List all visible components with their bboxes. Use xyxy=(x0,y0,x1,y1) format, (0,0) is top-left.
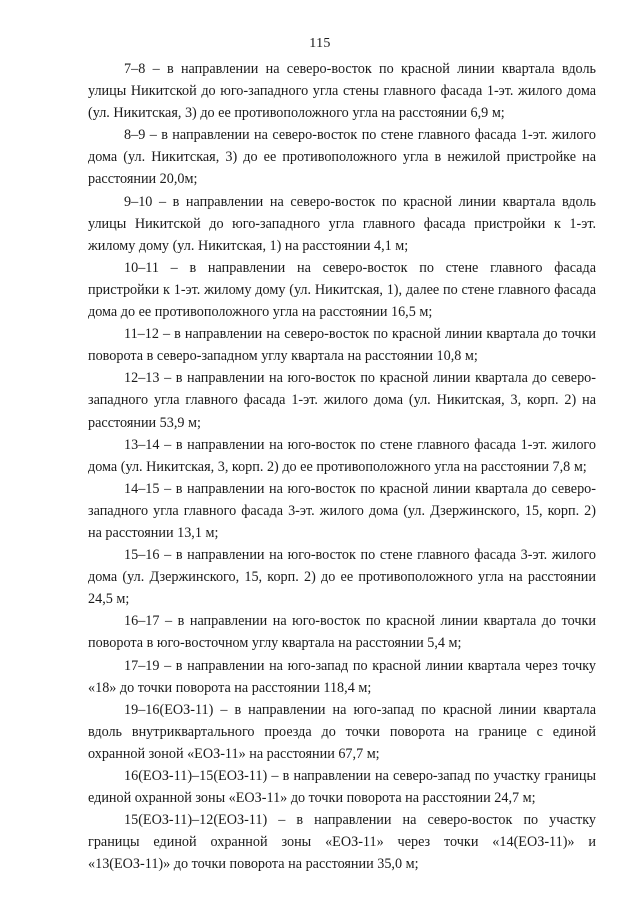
paragraph-segment-13-14: 13–14 – в направлении на юго-восток по стене главного фасада 1-эт. жилого дома (ул. Никитская, 3, корп. 2) до ее противоположного угла на расстоянии 7,8 м; xyxy=(88,436,596,475)
document-body xyxy=(88,58,596,875)
paragraph-segment-19-16-eoz: 19–16(ЕОЗ-11) – в направлении на юго-запад по красной линии квартала вдоль внутриквартального проезда до точки поворота на границе с единой охранной зоной «ЕОЗ-11» на расстоянии 67,7 м; xyxy=(88,701,596,762)
paragraph-segment-15-16: 15–16 – в направлении на юго-восток по стене главного фасада 3-эт. жилого дома (ул. Дзержинского, 15, корп. 2) до ее противоположного угла на расстоянии 24,5 м; xyxy=(88,547,596,608)
page-number: 115 xyxy=(309,36,331,51)
paragraph-segment-12-13: 12–13 – в направлении на юго-восток по красной линии квартала до северо-западного угла главного фасада 1-эт. жилого дома (ул. Никитская, 3, корп. 2) на расстоянии 53,9 м; xyxy=(88,370,596,431)
paragraph-segment-7-8: 7–8 – в направлении на северо-восток по красной линии квартала вдоль улицы Никитской до юго-западного угла стены главного фасада 1-эт. жилого дома (ул. Никитская, 3) до ее противоположного угла на расстоянии 6,9 м; xyxy=(88,61,596,122)
paragraph-segment-15-12-eoz: 15(ЕОЗ-11)–12(ЕОЗ-11) – в направлении на северо-восток по участку границы единой охранной зоны «ЕОЗ-11» через точки «14(ЕОЗ-11)» и «13(ЕОЗ-11)» до точки поворота на расстоянии 35,0 м; xyxy=(88,812,596,873)
paragraph-segment-10-11: 10–11 – в направлении на северо-восток по стене главного фасада пристройки к 1-эт. жилому дому (ул. Никитская, 1), далее по стене главного фасада дома до ее противоположного угла на расстоянии 16,5 м; xyxy=(88,259,596,321)
paragraph-segment-11-12: 11–12 – в направлении на северо-восток по красной линии квартала до точки поворота в северо-западном углу квартала на расстоянии 10,8 м; xyxy=(88,326,596,365)
paragraph-segment-9-10: 9–10 – в направлении на северо-восток по красной линии квартала вдоль улицы Никитской до юго-западного угла главного фасада пристройки к 1-эт. жилому дому (ул. Никитская, 1) на расстоянии 4,1 м; xyxy=(88,193,596,254)
paragraph-segment-14-15: 14–15 – в направлении на юго-восток по красной линии квартала до северо-западного угла главного фасада 3-эт. жилого дома (ул. Дзержинского, 15, корп. 2) на расстоянии 13,1 м; xyxy=(88,480,596,541)
paragraph-segment-17-19: 17–19 – в направлении на юго-запад по красной линии квартала через точку «18» до точки поворота на расстоянии 118,4 м; xyxy=(88,657,596,696)
paragraph-segment-8-9: 8–9 – в направлении на северо-восток по стене главного фасада 1-эт. жилого дома (ул. Никитская, 3) до ее противоположного угла в нежилой пристройке на расстоянии 20,0м; xyxy=(88,127,596,188)
paragraph-segment-16-17: 16–17 – в направлении на юго-восток по красной линии квартала до точки поворота в юго-восточном углу квартала на расстоянии 5,4 м; xyxy=(88,613,596,652)
paragraph-segment-16-15-eoz: 16(ЕОЗ-11)–15(ЕОЗ-11) – в направлении на северо-запад по участку границы единой охранной зоны «ЕОЗ-11» до точки поворота на расстоянии 24,7 м; xyxy=(88,768,596,807)
